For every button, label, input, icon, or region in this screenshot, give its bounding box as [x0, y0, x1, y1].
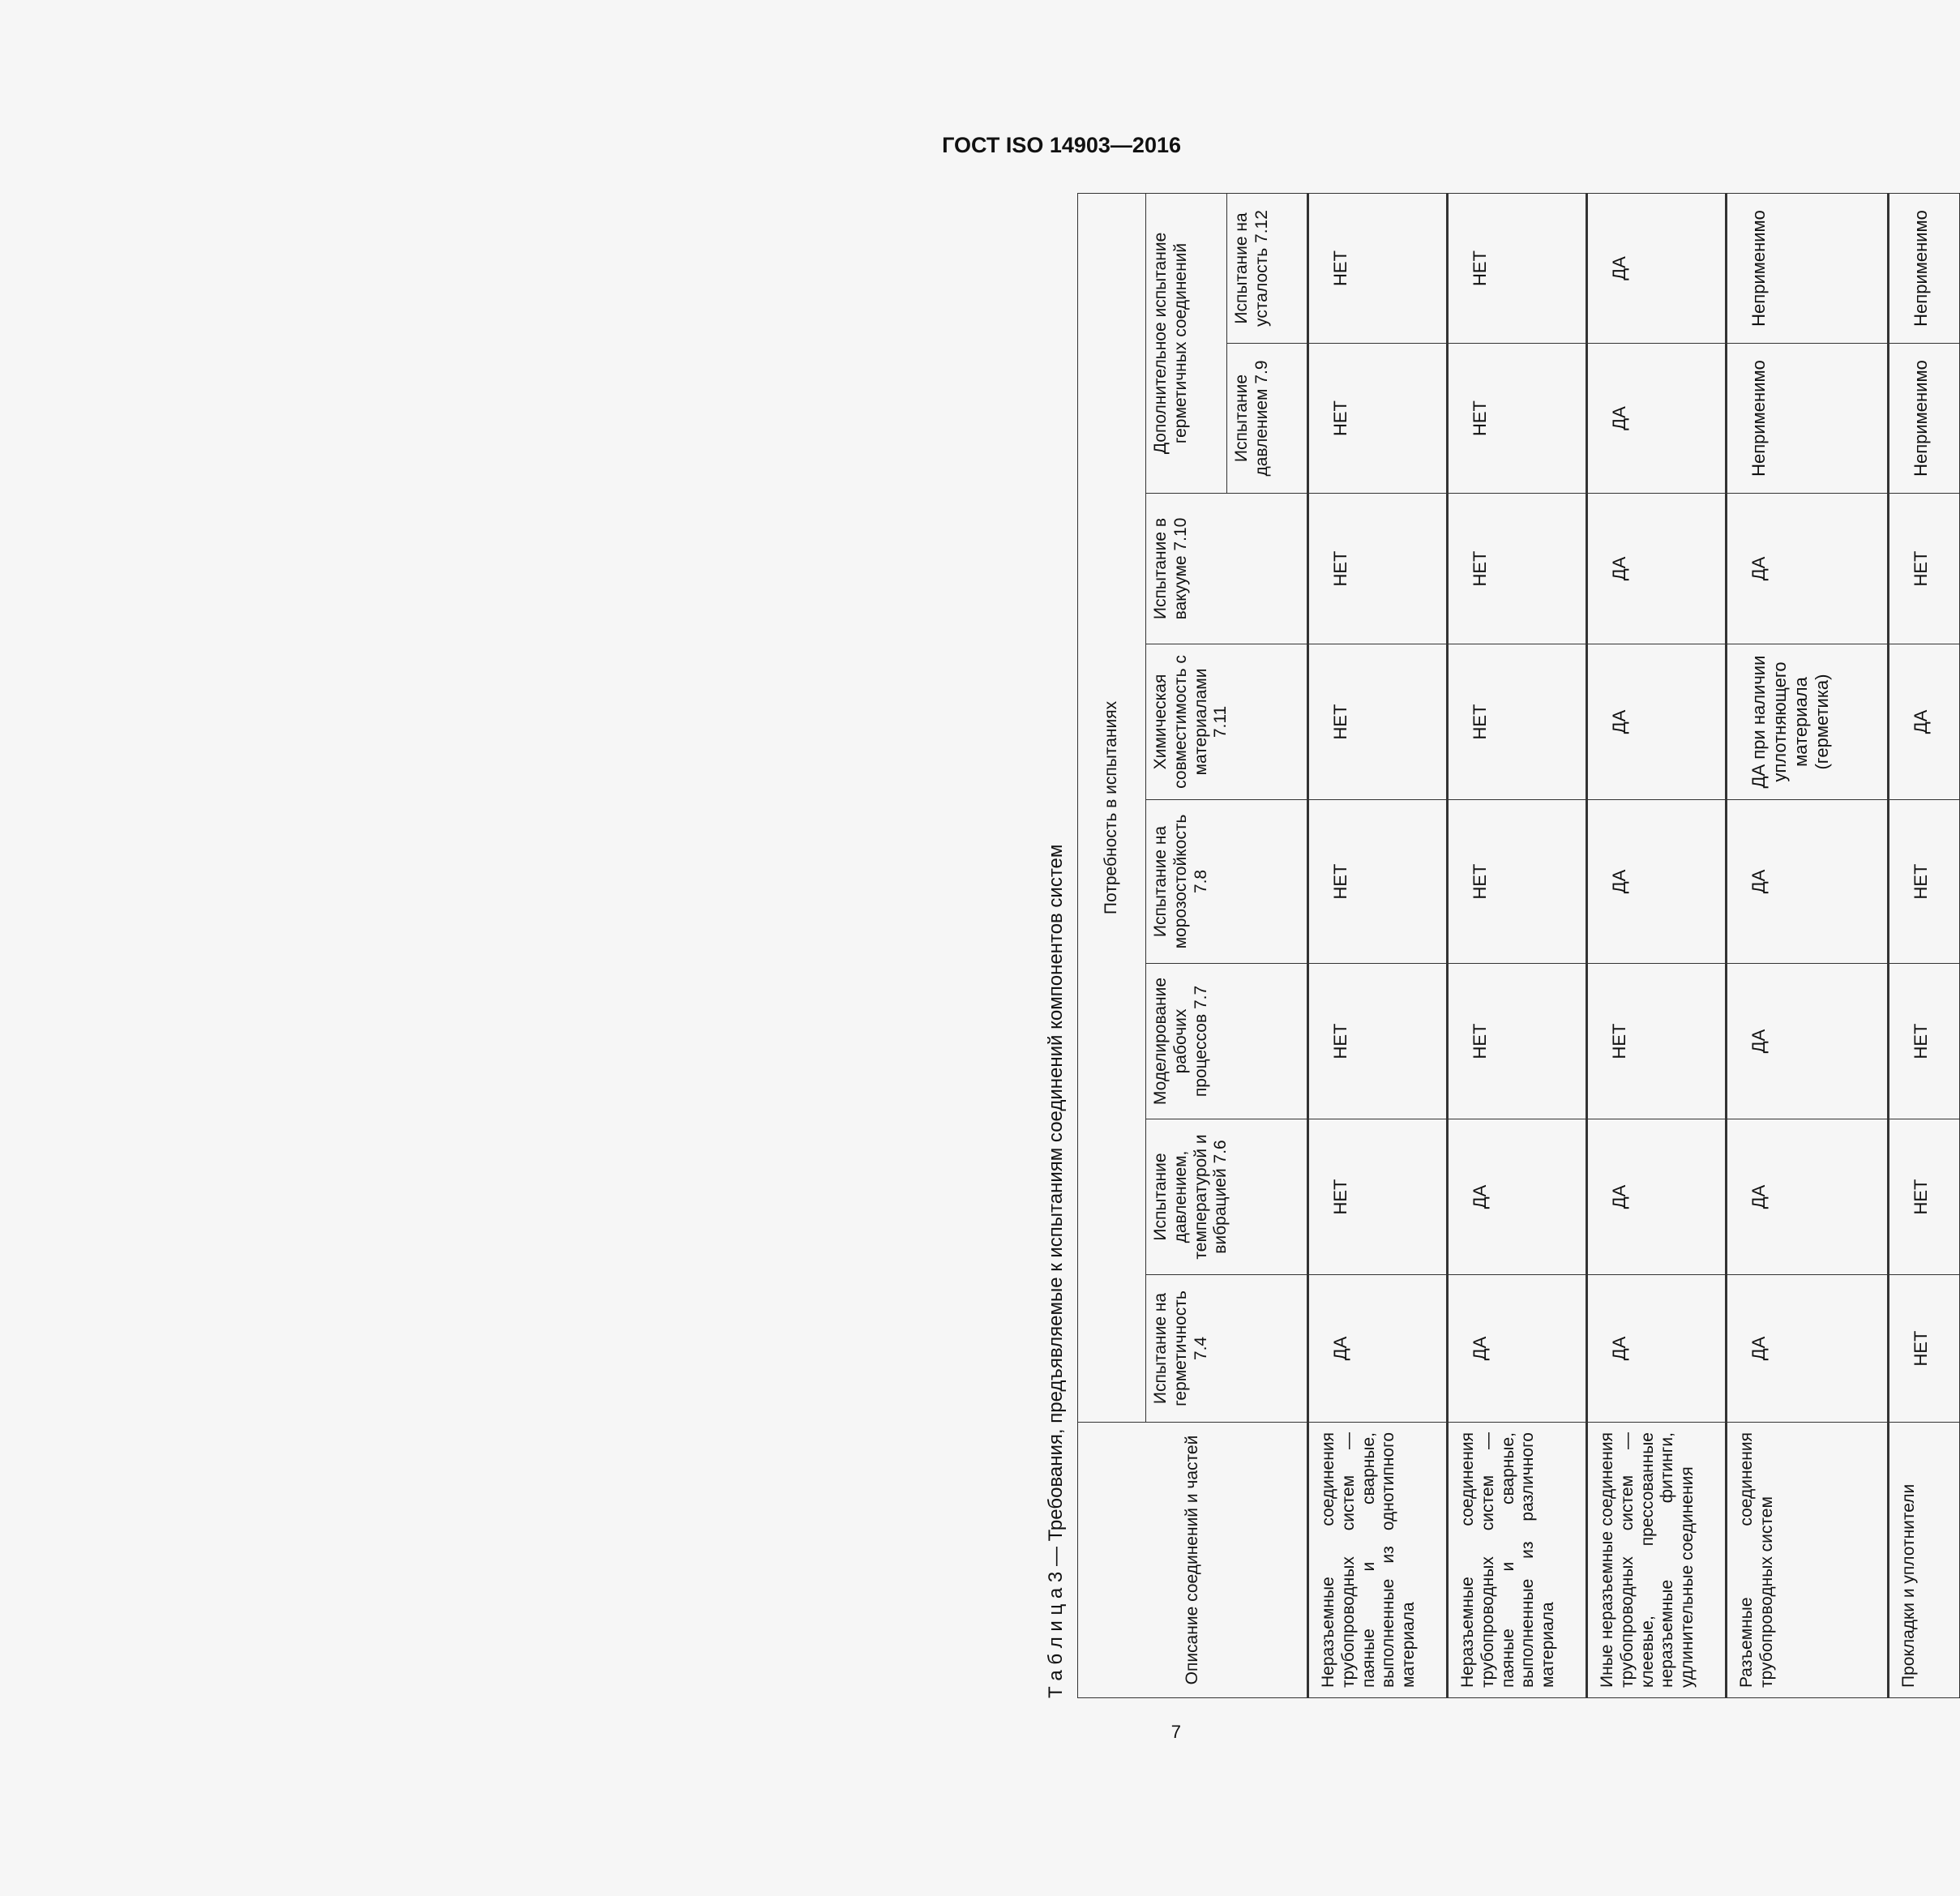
table-cell: Неприменимо [1889, 344, 1960, 494]
table-cell: ДА [1727, 1119, 1889, 1275]
table-cell: НЕТ [1308, 1119, 1448, 1275]
row-description: Иные неразъемные соединения трубопроводных систем — клеевые, прессованные неразъемные фитинги, удлинительные соединения [1587, 1423, 1727, 1698]
table-cell: НЕТ [1308, 800, 1448, 964]
table-cell: ДА [1587, 1275, 1727, 1423]
table-cell: ДА [1587, 494, 1727, 644]
table-cell: НЕТ [1308, 494, 1448, 644]
table-cell: ДА при наличии уплотняющего материала (герметика) [1727, 644, 1889, 800]
table-cell: НЕТ [1308, 644, 1448, 800]
column-header: Испытание давлением 7.9 [1227, 344, 1308, 494]
table-cell: ДА [1727, 1275, 1889, 1423]
requirements-table [1077, 193, 1960, 1698]
column-header: Моделирование рабочих процессов 7.7 [1146, 964, 1308, 1119]
table-cell: НЕТ [1587, 964, 1727, 1119]
page-number: 7 [1170, 1722, 1181, 1742]
row-description: Разъемные соединения трубопроводных систем [1727, 1423, 1889, 1698]
table-cell: Неприменимо [1727, 193, 1889, 343]
desc-column-header: Описание соединений и частей [1078, 1423, 1308, 1698]
table-cell: НЕТ [1308, 193, 1448, 343]
column-header: Химическая совместимость с материалами 7.11 [1146, 644, 1308, 800]
table-cell: НЕТ [1448, 644, 1587, 800]
table-cell: НЕТ [1448, 344, 1587, 494]
table-caption [1045, 845, 1068, 1698]
table-row [1889, 193, 1960, 1697]
table-cell: ДА [1587, 193, 1727, 343]
table-cell: ДА [1448, 1119, 1587, 1275]
table-cell: ДА [1448, 1275, 1587, 1423]
column-header: Испытание на усталость 7.12 [1227, 193, 1308, 343]
column-header: Испытание на герметичность 7.4 [1146, 1275, 1308, 1423]
table-cell: ДА [1727, 800, 1889, 964]
table-cell: НЕТ [1889, 1275, 1960, 1423]
needs-header: Потребность в испытаниях [1078, 193, 1146, 1422]
table-cell: НЕТ [1448, 964, 1587, 1119]
table-cell: НЕТ [1889, 800, 1960, 964]
document-code: ГОСТ ISO 14903—2016 [942, 133, 1181, 157]
table-cell: ДА [1587, 800, 1727, 964]
table-cell: ДА [1587, 644, 1727, 800]
table-cell: ДА [1308, 1275, 1448, 1423]
rotated-table-block [1019, 194, 1931, 1698]
table-caption-text: — Требования, предъявляемые к испытаниям соединений компонентов систем [1045, 844, 1067, 1572]
table-cell: ДА [1727, 494, 1889, 644]
table-row [1587, 193, 1727, 1697]
table-cell: Неприменимо [1727, 344, 1889, 494]
table-caption-prefix: Т а б л и ц а 3 [1045, 1571, 1067, 1698]
table-cell: НЕТ [1889, 964, 1960, 1119]
table-cell: ДА [1587, 344, 1727, 494]
table-cell: НЕТ [1448, 193, 1587, 343]
row-description: Прокладки и уплотнители [1889, 1423, 1960, 1698]
table-row [1308, 193, 1448, 1697]
table-cell: НЕТ [1889, 1119, 1960, 1275]
table-cell: НЕТ [1448, 494, 1587, 644]
table-cell: НЕТ [1889, 494, 1960, 644]
column-header: Испытание давлением, температурой и вибрацией 7.6 [1146, 1119, 1308, 1275]
table-row [1448, 193, 1587, 1697]
row-description: Неразъемные соединения трубопроводных систем — паяные и сварные, выполненные из различного материала [1448, 1423, 1587, 1698]
group-header: Дополнительное испытание герметичных соединений [1146, 193, 1227, 493]
column-header: Испытание в вакууме 7.10 [1146, 494, 1308, 644]
table-cell: НЕТ [1308, 344, 1448, 494]
column-header: Испытание на морозостойкость 7.8 [1146, 800, 1308, 964]
table-cell: ДА [1727, 964, 1889, 1119]
table-cell: НЕТ [1448, 800, 1587, 964]
row-description: Неразъемные соединения трубопроводных систем — паяные и сварные, выполненные из однотипного материала [1308, 1423, 1448, 1698]
table-cell: НЕТ [1308, 964, 1448, 1119]
table-row [1727, 193, 1889, 1697]
table-cell: Неприменимо [1889, 193, 1960, 343]
table-cell: ДА [1587, 1119, 1727, 1275]
table-cell: ДА [1889, 644, 1960, 800]
